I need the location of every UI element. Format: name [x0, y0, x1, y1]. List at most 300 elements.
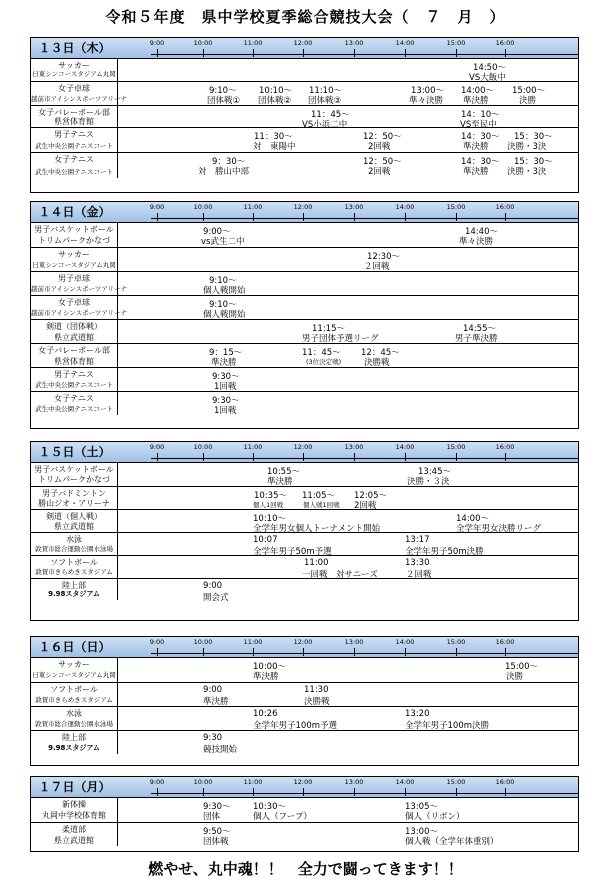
- schedule-entry: 10:55～: [267, 467, 300, 477]
- schedule-row: [31, 223, 578, 247]
- venue-name: 日東シンコースタジアム丸岡: [32, 671, 116, 679]
- schedule-row: [31, 343, 578, 367]
- schedule-entry: 対 勝山中部: [198, 167, 250, 177]
- time-tick-label: 12:00: [293, 778, 313, 786]
- time-tick-mark: [505, 453, 506, 461]
- schedule-row: [31, 658, 578, 682]
- venue-name: 県営体育館: [54, 117, 94, 126]
- schedule-entry: VS小浜二中: [302, 120, 348, 130]
- schedule-entry: 準決勝: [211, 358, 237, 368]
- schedule-entry: 9:10～: [209, 300, 237, 310]
- venue-name: 県営体育館: [54, 357, 94, 366]
- sport-name: サッカー: [58, 61, 90, 70]
- schedule-row: [31, 555, 578, 578]
- time-tick-mark: [505, 648, 506, 656]
- page-title: 令和５年度 県中学校夏季総合競技大会（ ７ 月 ）: [105, 8, 506, 26]
- schedule-entry: 11:00: [304, 558, 329, 568]
- schedule-entry: 9:00: [203, 581, 223, 591]
- sport-name: 女子テニス: [54, 394, 94, 403]
- schedule-entry: 10:00～: [253, 662, 286, 672]
- schedule-entry: 決勝・３決: [407, 477, 450, 487]
- time-tick-label: 12:00: [293, 638, 313, 646]
- schedule-row: [31, 319, 578, 343]
- time-tick-label: 15:00: [446, 203, 466, 211]
- schedule-entry: 団体: [203, 812, 221, 822]
- time-tick-mark: [253, 453, 254, 461]
- schedule-entry: 9:30～: [212, 396, 240, 406]
- time-tick-label: 14:00: [395, 203, 415, 211]
- footer-slogan: 燃やせ、丸中魂！！ 全力で闘ってきます！！: [148, 860, 463, 878]
- schedule-entry: 15：30～: [514, 132, 553, 142]
- venue-name: 敦賀市きらめきスタジアム: [35, 568, 113, 576]
- sport-name: 女子バレーボール部: [38, 346, 110, 355]
- schedule-entry: 11:30: [304, 685, 329, 695]
- time-tick-label: 16:00: [495, 443, 515, 451]
- schedule-entry: 個人戦開始: [203, 310, 246, 320]
- schedule-entry: 13:45～: [418, 467, 451, 477]
- sport-name: ソフトボール: [50, 685, 98, 694]
- schedule-entry: 準決勝: [203, 697, 229, 707]
- time-tick-mark: [456, 453, 457, 461]
- time-tick-mark: [456, 788, 457, 796]
- schedule-entry: 準決勝: [463, 167, 489, 177]
- schedule-row: [31, 706, 578, 730]
- schedule-entry: 14:00～: [456, 514, 489, 524]
- venue-name: 敦賀市総合運動公園水泳場: [35, 545, 113, 553]
- time-tick-mark: [354, 453, 355, 461]
- time-tick-mark: [303, 648, 304, 656]
- time-tick-mark: [157, 648, 158, 656]
- event-label-cell: [31, 223, 118, 247]
- schedule-entry: 決勝: [506, 672, 524, 682]
- time-tick-mark: [405, 453, 406, 461]
- sport-name: 水泳: [66, 535, 82, 544]
- event-label-cell: [31, 463, 118, 486]
- schedule-entry: 9:00: [203, 685, 223, 695]
- time-tick-label: 15:00: [446, 778, 466, 786]
- schedule-entry: 団体戦②: [258, 96, 292, 106]
- event-label-cell: [31, 731, 118, 754]
- sport-name: 剣道（団体戦）: [46, 322, 102, 331]
- schedule-entry: 準々決勝: [459, 237, 494, 247]
- schedule-entry: 14:55～: [463, 324, 496, 334]
- time-tick-label: 13:00: [344, 443, 364, 451]
- schedule-entry: 準決勝: [267, 477, 293, 487]
- schedule-entry: 個人1回戦: [253, 501, 284, 509]
- time-tick-mark: [354, 648, 355, 656]
- schedule-entry: 12:30～: [367, 252, 400, 262]
- schedule-entry: 個人（フープ）: [253, 812, 312, 822]
- schedule-row: [31, 578, 578, 603]
- schedule-entry: 9：30～: [212, 157, 246, 167]
- venue-name: トリムパークかなづ: [38, 236, 110, 245]
- schedule-entry: 13:00～: [405, 827, 438, 837]
- time-tick-label: 14:00: [395, 778, 415, 786]
- day-label: １３日（木）: [38, 41, 111, 55]
- schedule-entry: 全学年男子50m予選: [253, 547, 332, 557]
- day-section: [30, 636, 579, 766]
- sport-name: 男子バスケットボール: [34, 225, 114, 234]
- time-tick-mark: [405, 213, 406, 221]
- schedule-entry: 9：15～: [209, 348, 243, 358]
- schedule-entry: 決勝戦: [364, 358, 390, 368]
- schedule-row: [31, 682, 578, 706]
- event-label-cell: [31, 683, 118, 706]
- event-label-cell: [31, 658, 118, 682]
- schedule-row: [31, 532, 578, 555]
- venue-name: 県立武道館: [54, 836, 94, 845]
- schedule-entry: 15:00～: [512, 86, 545, 96]
- sport-name: 剣道（個人戦）: [46, 512, 102, 521]
- time-tick-mark: [253, 788, 254, 796]
- sport-name: 男子バスケットボール: [34, 465, 114, 474]
- schedule-entry: 9:30: [203, 733, 223, 743]
- schedule-entry: 15：30～: [514, 157, 553, 167]
- venue-name: 越前市アイシンスポーツアリーナ: [31, 95, 128, 103]
- schedule-row: [31, 152, 578, 178]
- schedule-entry: ２回戦: [364, 262, 390, 272]
- time-tick-label: 10:00: [193, 778, 213, 786]
- day-label: １４日（金）: [38, 205, 111, 219]
- event-label-cell: [31, 153, 118, 178]
- schedule-entry: 10:35～: [254, 491, 287, 501]
- schedule-entry: 10:26: [253, 709, 278, 719]
- time-tick-mark: [354, 49, 355, 57]
- event-label-cell: [31, 59, 118, 81]
- venue-name: 県立武道館: [54, 522, 94, 531]
- schedule-entry: 14:40～: [465, 227, 498, 237]
- schedule-entry: 個人戦1回戦: [303, 501, 340, 509]
- schedule-entry: 15:00～: [505, 662, 538, 672]
- time-tick-label: 15:00: [446, 638, 466, 646]
- event-label-cell: [31, 128, 118, 152]
- time-tick-label: 11:00: [243, 203, 263, 211]
- schedule-entry: 13:00～: [411, 86, 444, 96]
- schedule-row: [31, 367, 578, 391]
- schedule-entry: 競技開始: [203, 745, 238, 755]
- sport-name: 陸上部: [62, 581, 86, 590]
- schedule-entry: 13:20: [405, 709, 430, 719]
- schedule-entry: 1回戦: [214, 382, 237, 392]
- time-tick-label: 10:00: [193, 443, 213, 451]
- schedule-entry: 全学年男子50m決勝: [405, 547, 484, 557]
- schedule-entry: 11：30～: [254, 132, 293, 142]
- venue-name: 9.98スタジアム: [48, 744, 100, 752]
- day-header: [31, 442, 578, 463]
- time-tick-mark: [203, 788, 204, 796]
- sport-name: 女子バレーボール部: [38, 108, 110, 117]
- time-tick-mark: [203, 453, 204, 461]
- schedule-entry: 9:00～: [203, 227, 231, 237]
- schedule-entry: 10:10～: [259, 86, 292, 96]
- schedule-row: [31, 509, 578, 532]
- time-tick-mark: [157, 49, 158, 57]
- schedule-entry: 2回戦: [368, 167, 391, 177]
- time-tick-label: 14:00: [395, 638, 415, 646]
- time-axis-line: [151, 793, 578, 794]
- schedule-entry: 準決勝: [463, 142, 489, 152]
- sport-name: ソフトボール: [50, 558, 98, 567]
- time-tick-label: 12:00: [293, 39, 313, 47]
- day-section: [30, 37, 579, 193]
- schedule-entry: 準決勝: [253, 672, 279, 682]
- time-tick-mark: [303, 788, 304, 796]
- venue-name: 武生中央公園テニスコート: [35, 405, 113, 413]
- day-section: [30, 441, 579, 621]
- schedule-row: [31, 798, 578, 822]
- time-tick-mark: [253, 648, 254, 656]
- sport-name: サッカー: [58, 660, 90, 669]
- time-tick-label: 11:00: [243, 778, 263, 786]
- sport-name: 男子バドミントン: [42, 489, 106, 498]
- time-axis-line: [151, 458, 578, 459]
- schedule-row: [31, 295, 578, 319]
- event-label-cell: [31, 106, 118, 127]
- schedule-entry: 10:07: [253, 535, 278, 545]
- venue-name: トリムパークかなづ: [38, 475, 110, 484]
- time-tick-mark: [303, 49, 304, 57]
- event-label-cell: [31, 344, 118, 367]
- time-tick-label: 14:00: [395, 39, 415, 47]
- schedule-entry: 9:30～: [212, 372, 240, 382]
- schedule-entry: 個人戦開始: [203, 286, 246, 296]
- day-label: １６日（日）: [38, 640, 111, 654]
- time-tick-mark: [456, 49, 457, 57]
- schedule-entry: 11:10～: [309, 86, 342, 96]
- schedule-entry: 12：50～: [363, 132, 402, 142]
- schedule-entry: (3位決定戦): [306, 358, 342, 366]
- time-tick-mark: [405, 648, 406, 656]
- sport-name: 女子テニス: [54, 155, 94, 164]
- schedule-entry: 男子準決勝: [455, 334, 498, 344]
- venue-name: 勝山ジオ・アリーナ: [38, 499, 110, 508]
- schedule-row: [31, 391, 578, 415]
- time-tick-label: 9:00: [149, 778, 165, 786]
- time-axis-line: [151, 218, 578, 219]
- time-tick-mark: [253, 49, 254, 57]
- schedule-entry: 2回戦: [354, 501, 377, 511]
- time-tick-label: 10:00: [193, 39, 213, 47]
- time-tick-mark: [203, 648, 204, 656]
- venue-name: 9.98スタジアム: [48, 590, 100, 598]
- time-tick-mark: [203, 49, 204, 57]
- time-tick-label: 15:00: [446, 39, 466, 47]
- schedule-row: [31, 463, 578, 486]
- sport-name: 女子卓球: [58, 84, 90, 93]
- schedule-entry: 14:00～: [461, 86, 494, 96]
- schedule-entry: 14：30～: [461, 132, 500, 142]
- day-header: [31, 38, 578, 59]
- event-label-cell: [31, 272, 128, 295]
- time-tick-mark: [354, 213, 355, 221]
- schedule-entry: 準決勝: [463, 96, 489, 106]
- schedule-entry: 団体戦③: [308, 96, 342, 106]
- time-tick-mark: [456, 213, 457, 221]
- schedule-row: [31, 59, 578, 81]
- venue-name: 武生中央公園テニスコート: [35, 168, 113, 176]
- schedule-entry: 9:30～: [203, 802, 231, 812]
- time-tick-label: 12:00: [293, 203, 313, 211]
- event-label-cell: [31, 487, 118, 509]
- schedule-entry: 12：45～: [361, 348, 400, 358]
- schedule-entry: 9:10～: [209, 86, 237, 96]
- event-label-cell: [31, 368, 118, 391]
- event-label-cell: [31, 296, 128, 319]
- schedule-row: [31, 271, 578, 295]
- day-header: [31, 777, 578, 798]
- time-tick-label: 13:00: [344, 203, 364, 211]
- time-tick-mark: [303, 453, 304, 461]
- time-tick-label: 16:00: [495, 638, 515, 646]
- event-label-cell: [31, 82, 128, 105]
- venue-name: 越前市アイシンスポーツアリーナ: [31, 309, 128, 317]
- venue-name: 敦賀市総合運動公園水泳場: [35, 720, 113, 728]
- schedule-entry: 11：45～: [302, 348, 341, 358]
- time-axis-line: [151, 54, 578, 55]
- time-tick-mark: [505, 213, 506, 221]
- schedule-entry: 団体戦①: [207, 96, 241, 106]
- time-tick-label: 11:00: [243, 638, 263, 646]
- time-tick-label: 9:00: [149, 39, 165, 47]
- schedule-entry: 10:30～: [253, 802, 286, 812]
- time-tick-mark: [303, 213, 304, 221]
- time-tick-label: 16:00: [495, 778, 515, 786]
- schedule-entry: 開会式: [203, 593, 229, 603]
- time-tick-label: 9:00: [149, 638, 165, 646]
- venue-name: 日東シンコースタジアム丸岡: [32, 261, 116, 269]
- schedule-entry: 14：10～: [461, 110, 500, 120]
- schedule-row: [31, 486, 578, 509]
- schedule-entry: 全学年男子100m予選: [253, 721, 338, 731]
- sport-name: 女子卓球: [58, 298, 90, 307]
- time-tick-mark: [157, 453, 158, 461]
- time-tick-label: 16:00: [495, 39, 515, 47]
- time-tick-label: 16:00: [495, 203, 515, 211]
- schedule-entry: 9:50～: [203, 827, 231, 837]
- time-tick-label: 14:00: [395, 443, 415, 451]
- time-tick-label: 11:00: [243, 39, 263, 47]
- venue-name: 越前市アイシンスポーツアリーナ: [31, 285, 128, 293]
- event-label-cell: [31, 392, 118, 415]
- day-section: [30, 776, 579, 852]
- sport-name: 水泳: [66, 709, 82, 718]
- schedule-entry: 男子団体予選リーグ: [302, 334, 379, 344]
- schedule-entry: 全学年男女決勝リーグ: [456, 524, 542, 534]
- venue-name: 武生中央公園テニスコート: [35, 381, 113, 389]
- schedule-entry: 対 東陽中: [253, 142, 296, 152]
- time-tick-mark: [354, 788, 355, 796]
- venue-name: 武生中央公園テニスコート: [35, 142, 113, 150]
- time-tick-mark: [157, 788, 158, 796]
- schedule-entry: 2回戦: [368, 142, 391, 152]
- time-tick-label: 13:00: [344, 39, 364, 47]
- time-tick-label: 10:00: [193, 203, 213, 211]
- time-tick-mark: [405, 788, 406, 796]
- schedule-entry: VS至民中: [460, 120, 497, 130]
- venue-name: 日東シンコースタジアム丸岡: [32, 70, 116, 78]
- sport-name: 男子テニス: [54, 370, 94, 379]
- time-tick-mark: [253, 213, 254, 221]
- schedule-row: [31, 730, 578, 754]
- schedule-row: [31, 105, 578, 130]
- event-label-cell: [31, 707, 118, 730]
- sport-name: 男子テニス: [54, 130, 94, 139]
- sport-name: 新体操: [62, 800, 86, 809]
- schedule-entry: 個人（リボン）: [405, 812, 465, 822]
- time-tick-label: 12:00: [293, 443, 313, 451]
- schedule-entry: 12:05～: [354, 491, 387, 501]
- time-tick-label: 9:00: [149, 443, 165, 451]
- schedule-row: [31, 822, 578, 846]
- schedule-row: [31, 127, 578, 152]
- schedule-entry: 12：50～: [363, 157, 402, 167]
- schedule-entry: 団体戦: [203, 837, 229, 847]
- schedule-row: [31, 81, 578, 105]
- schedule-entry: 11:15～: [312, 324, 345, 334]
- schedule-entry: 11:05～: [302, 491, 335, 501]
- sport-name: 男子卓球: [58, 274, 90, 283]
- venue-name: 敦賀市きらめきスタジアム: [35, 696, 113, 704]
- event-label-cell: [31, 248, 118, 271]
- time-axis-line: [151, 653, 578, 654]
- event-label-cell: [31, 556, 118, 578]
- event-label-cell: [31, 823, 118, 846]
- time-tick-label: 13:00: [344, 638, 364, 646]
- day-header: [31, 202, 578, 223]
- schedule-entry: 14:50～: [473, 63, 506, 73]
- time-tick-label: 11:00: [243, 443, 263, 451]
- time-tick-mark: [505, 49, 506, 57]
- schedule-entry: VS大飯中: [469, 73, 506, 83]
- time-tick-label: 13:00: [344, 778, 364, 786]
- schedule-entry: 13:05～: [405, 802, 438, 812]
- schedule-entry: ２回戦: [406, 570, 432, 580]
- schedule-entry: 13:17: [405, 535, 430, 545]
- time-tick-mark: [456, 648, 457, 656]
- time-tick-mark: [203, 213, 204, 221]
- day-section: [30, 201, 579, 429]
- venue-name: 県立武道館: [54, 333, 94, 342]
- time-tick-mark: [505, 788, 506, 796]
- schedule-entry: 準々決勝: [409, 96, 444, 106]
- schedule-entry: 1回戦: [214, 406, 237, 416]
- event-label-cell: [31, 579, 118, 600]
- schedule-entry: 決勝・3決: [507, 142, 547, 152]
- schedule-entry: 11：45～: [311, 110, 350, 120]
- day-label: １７日（月）: [38, 780, 111, 794]
- schedule-entry: 決勝・3決: [507, 167, 547, 177]
- venue-name: 丸岡中学校体育館: [42, 811, 106, 820]
- time-tick-label: 10:00: [193, 638, 213, 646]
- schedule-entry: vs武生二中: [201, 237, 245, 247]
- schedule-entry: 個人戦（全学年体重別）: [405, 837, 499, 847]
- schedule-entry: 9:10～: [209, 276, 237, 286]
- sport-name: 陸上部: [62, 733, 86, 742]
- schedule-entry: 決勝: [519, 96, 537, 106]
- schedule-entry: 13:30: [405, 558, 430, 568]
- time-tick-label: 9:00: [149, 203, 165, 211]
- sport-name: 柔道部: [62, 825, 86, 834]
- schedule-entry: 全学年男子100m決勝: [405, 721, 490, 731]
- sport-name: サッカー: [58, 250, 90, 259]
- schedule-entry: 全学年男女個人トーナメント開始: [253, 524, 381, 534]
- event-label-cell: [31, 510, 118, 532]
- schedule-entry: 10:10～: [253, 514, 286, 524]
- event-label-cell: [31, 533, 118, 555]
- schedule-entry: 14：30～: [461, 157, 500, 167]
- time-tick-mark: [157, 213, 158, 221]
- schedule-row: [31, 247, 578, 271]
